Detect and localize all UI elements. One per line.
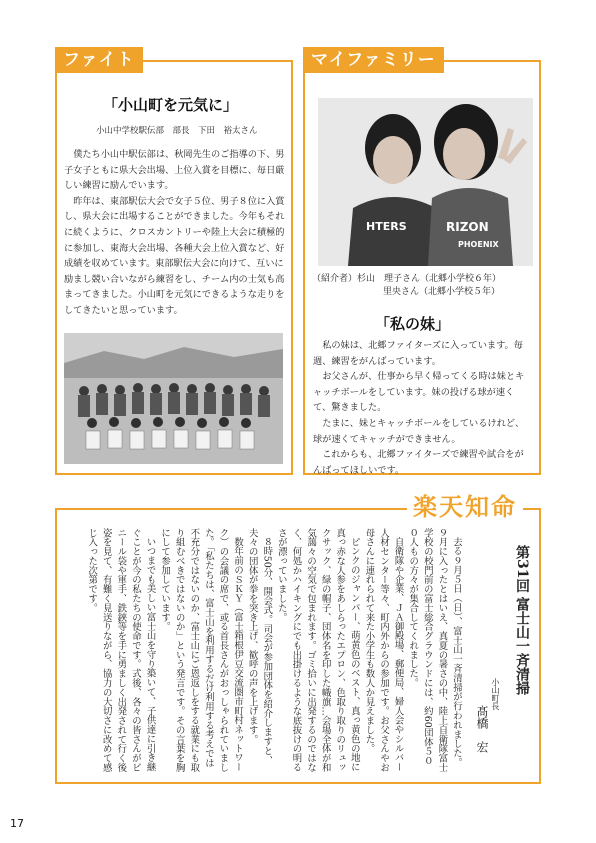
sisters-photo-illustration	[318, 98, 533, 266]
fight-paragraph-2: 昨年は、東部駅伝大会で女子５位、男子８位に入賞し、県大会に出場することができました。今年もそれに続くように、クロスカントリーや陸上大会に積極的に参加し、東海大会出場、各種大会上位入賞など、好成績を収めています。東部駅伝大会に向けて、互いに励まし競い合いながら練習をし、チーム内の士気も高まってきました。小山町を元気にできるような走りをしてきたいと思っています。	[64, 195, 285, 316]
shirt-text-right: RIZON	[446, 220, 489, 234]
rakuten-author-name: 髙橋 宏	[475, 705, 489, 753]
family-paragraph-1: 私の妹は、北郷ファイターズに入っています。毎週、練習をがんばっています。	[313, 340, 523, 367]
page-number: 17	[10, 817, 24, 830]
rakuten-paragraph-1: 去る９月５日（日）、富士山一斉清掃が行われました。９月に入ったとはいえ、真夏の暑さの中、陸上自衛隊富士学校の校門前の富士総合グラウンドには、約60団体５００人もの方々が集合してくれました。	[407, 528, 462, 773]
fight-paragraph-1: 僕たち小山中駅伝部は、秋岡先生のご指導の下、男子女子ともに県大会出場、上位入賞を目標に、毎日厳しい練習に励んでいます。	[64, 149, 285, 192]
fight-tab: ファイト	[55, 47, 143, 73]
fight-author: 小山中学校駅伝部 部長 下田 裕太さん	[96, 126, 258, 136]
family-paragraph-3: たまに、妹とキャッチボールをしているけれど、球が速くてキャッチができません。	[313, 417, 525, 445]
rakuten-paragraph-4: ８時50分、開会式。司会が参加団体を紹介しますと、夫々の団体が拳を突き上げ、歓呼の声を上げます。	[246, 528, 273, 766]
family-paragraph-2: お父さんが、仕事から早く帰ってくる時は妹とキャッチボールをしています。妹の投げる球が速くて、驚きました。	[313, 371, 525, 414]
family-caption-1: （紹介者）杉山 理子さん（北郷小学校６年）	[312, 274, 502, 284]
sisters-photo	[318, 98, 533, 266]
fight-body	[64, 147, 286, 319]
family-paragraph-4: これからも、北郷ファイターズで練習や試合をがんばってほしいです。	[313, 449, 524, 476]
team-photo	[64, 333, 283, 464]
fight-title: 「小山町を元気に」	[103, 96, 239, 114]
rakuten-body	[63, 528, 463, 773]
rakuten-paragraph-3: ピンクのジャンパー、萌黄色のベスト、真っ黄色の地に真っ赤な人参をあしらったエプロン、色取り取りのリュックサック、緑の帽子、団体名を印した幟旗…会場全体が和気藹々の空気で包まれます。ゴミ拾いに出発するのではなく、何処かハイキングにでも出掛けるような底抜けの明るさが漂っていました。	[275, 528, 360, 773]
family-title: 「私の妹」	[375, 315, 451, 333]
rakuten-author-role: 小山町長	[491, 678, 500, 710]
rakuten-logo: 楽天知命	[407, 491, 523, 523]
rakuten-paragraph-5: 数年前のＳＫＹ（富士箱根伊豆交流圏市町村ネットワーク）の会議の席で、或る首長さんがおっしゃられていました。「私たちは、富士山を利用するだけ利用する考えでは不充分ではないのか、富士山にご恩返しをする就業にも取り組むべきではないのか」という発言です。その言葉を胸にして参加しています。	[159, 528, 244, 773]
rakuten-paragraph-2: 自衛隊や企業、ＪＡ御殿場、郵便局、婦人会やシルバー人材センター等々、町内外からの参加です。お父さんやお母さんに連れられて来た小学生も数人か見えました。	[363, 528, 404, 773]
team-photo-illustration	[64, 333, 283, 464]
rakuten-paragraph-6: いつまでも美しい富士山を守り築いて、子供達に引き継ぐことが今の私たちの使命です。式後、各々の皆さんがビニール袋や軍手、鉄鋏等を手に勇ましく出発されて行く後姿を見て、有難く見送りながら、協力の大切さに改めて感じ入った次第です。	[86, 528, 156, 773]
rakuten-title: 第31回 富士山一斉清掃	[514, 545, 530, 696]
shirt-text-right-2: PHOENIX	[458, 240, 499, 249]
shirt-text-left: HTERS	[366, 220, 407, 233]
family-tab: マイファミリー	[303, 47, 444, 73]
family-body	[313, 338, 532, 478]
family-caption-2: 里央さん（北郷小学校５年）	[383, 287, 501, 297]
